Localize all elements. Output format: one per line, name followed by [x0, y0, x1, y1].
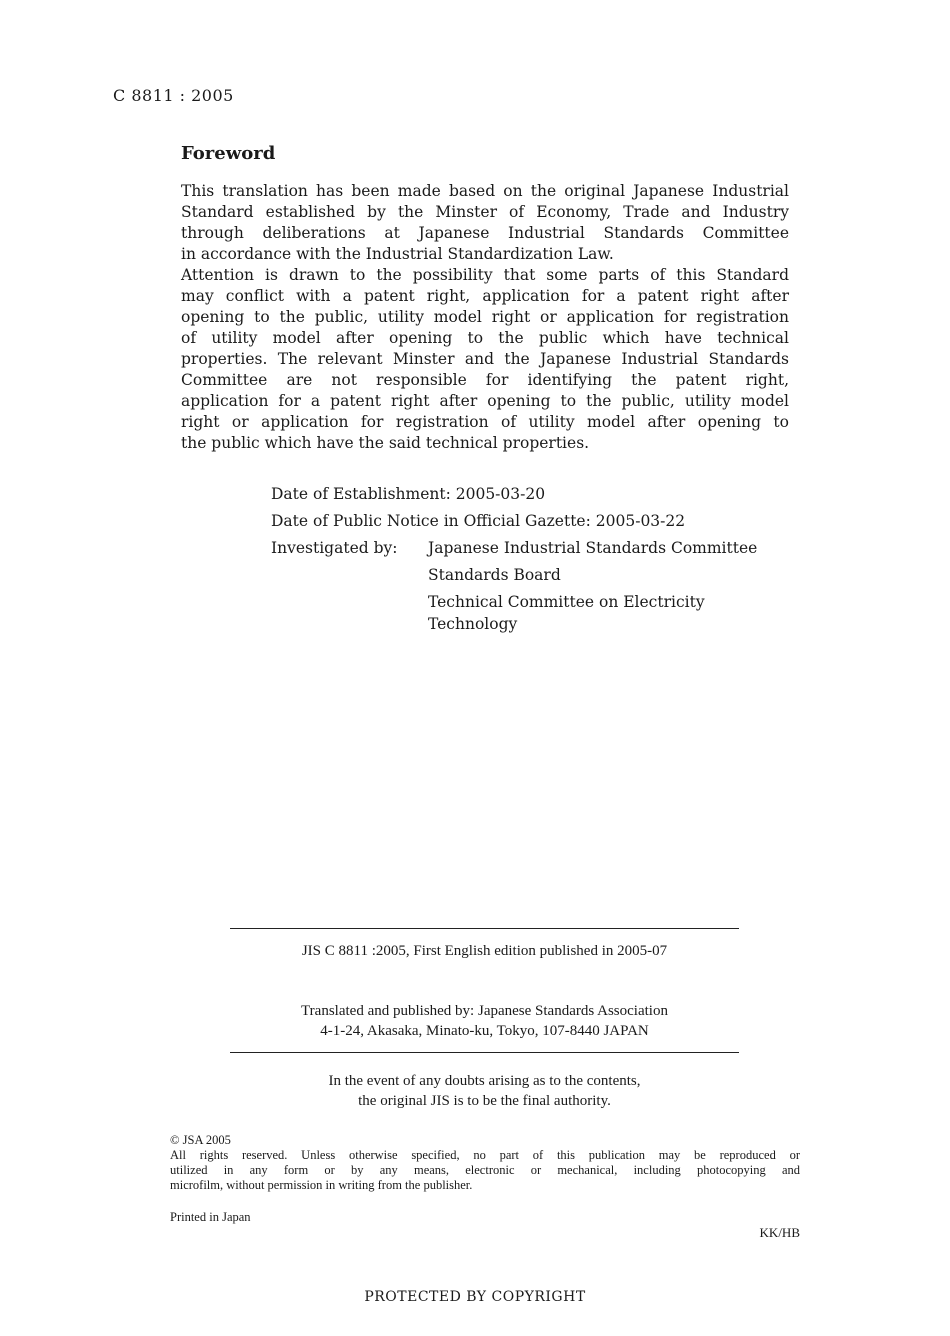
publisher-address: 4-1-24, Akasaka, Minato-ku, Tokyo, 107-8440 JAPAN — [320, 1023, 649, 1039]
publisher-code: KK/HB — [759, 1225, 800, 1240]
foreword-line: Standard established by the Minster of Economy, Trade and Industry — [181, 203, 789, 221]
technical-committee-line: Technical Committee on Electricity — [428, 593, 705, 611]
foreword-line: Committee are not responsible for identifying the patent right, — [181, 371, 789, 389]
investigating-bodies — [428, 537, 757, 635]
foreword-line: Attention is drawn to the possibility that some parts of this Standard — [181, 266, 789, 284]
edition-info: JIS C 8811 :2005, First English edition published in 2005-07 — [301, 943, 668, 959]
rights-line: All rights reserved. Unless otherwise specified, no part of this publication may be reproduced or — [170, 1148, 800, 1162]
foreword-line: in accordance with the Industrial Standardization Law. — [181, 245, 614, 263]
foreword-line: This translation has been made based on the original Japanese Industrial — [181, 182, 789, 200]
foreword-line: application for a patent right after opening to the public, utility model — [181, 392, 789, 410]
foreword-line: of utility model after opening to the public which have technical — [181, 329, 789, 347]
standard-metadata — [271, 483, 758, 633]
foreword-body — [181, 181, 789, 454]
rights-line: utilized in any form or by any means, electronic or mechanical, including photocopying and — [170, 1163, 800, 1177]
public-notice-date: Date of Public Notice in Official Gazette: 2005-03-22 — [271, 512, 686, 530]
authority-notice — [230, 1071, 739, 1111]
foreword-line: the public which have the said technical properties. — [181, 434, 590, 452]
publisher-line: Translated and published by: Japanese Standards Association — [301, 1003, 668, 1019]
copyright-mark: © JSA 2005 — [170, 1133, 231, 1147]
printed-in: Printed in Japan — [170, 1210, 251, 1224]
foreword-title: Foreword — [181, 143, 276, 164]
foreword-line: right or application for registration of utility model after opening to — [181, 413, 789, 431]
document-code: C 8811 : 2005 — [113, 86, 234, 105]
foreword-line: opening to the public, utility model right or application for registration — [181, 308, 789, 326]
rights-line: microfilm, without permission in writing from the publisher. — [170, 1178, 473, 1192]
foreword-line: through deliberations at Japanese Industrial Standards Committee — [181, 224, 789, 242]
rights-notice — [170, 1133, 800, 1193]
authority-line: In the event of any doubts arising as to the contents, — [328, 1073, 641, 1089]
top-divider — [230, 928, 739, 929]
standards-board: Standards Board — [428, 566, 561, 584]
foreword-line: may conflict with a patent right, application for a patent right after — [181, 287, 789, 305]
bottom-divider — [230, 1052, 739, 1053]
technical-committee-line: Technology — [428, 615, 518, 633]
copyright-watermark: PROTECTED BY COPYRIGHT — [364, 1289, 586, 1305]
authority-line: the original JIS is to be the final authority. — [358, 1093, 611, 1109]
publisher-info — [230, 1001, 739, 1041]
foreword-line: properties. The relevant Minster and the Japanese Industrial Standards — [181, 350, 789, 368]
investigated-by-label: Investigated by: — [271, 539, 398, 557]
investigating-committee: Japanese Industrial Standards Committee — [428, 539, 758, 557]
technical-committee — [428, 591, 757, 635]
establishment-date: Date of Establishment: 2005-03-20 — [271, 485, 546, 503]
